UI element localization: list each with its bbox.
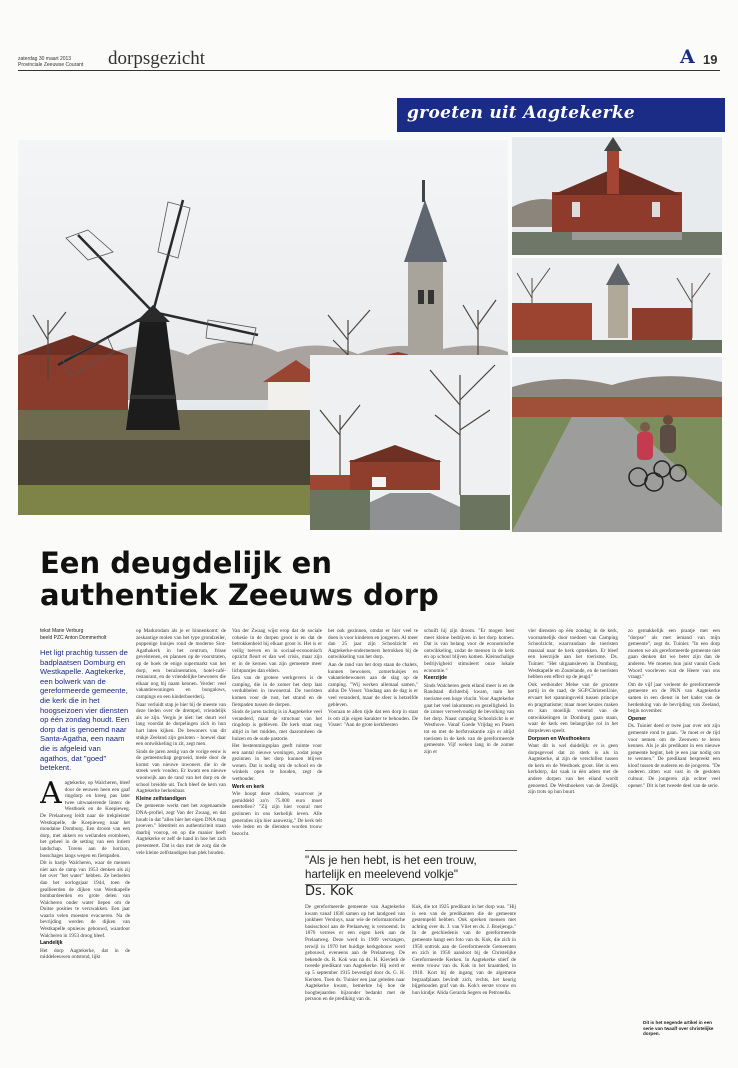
paragraph: Het bestemmingsplan geeft ruimte voor een aantal nieuwe woningen, zodat jonge gezinnen in het dorp kunnen blijven wonen. Dat is nodig om de school en de winkels open te houden, zegt de wethouder.	[232, 743, 322, 783]
paragraph: Een van de grotere werkgevers is de camping, die in de zomer het dorp laat verdubbelen in inwonertal. De toeristen komen voor de rust, het strand en de fietspaden tussen de dorpen.	[232, 675, 322, 708]
paragraph: Naar verluidt stap je hier bij de meeste van deze lieden over de drempel, vriendelijk als ze zijn. Vergis je niet: het duurt wel lang voordat de dorpelingen zich in hun hart laten kijken. De bewoners van dit stukje Zeeland zijn gesloten – hoewel daar een ontwikkeling in zit, zegt men.	[136, 701, 226, 748]
paragraph: Want dit is wel duidelijk: er is geen dorpsgevoel dat zo sterk is als in Aagtekerke, al zijn de verschillen tussen de kern en de Westhoek groot. Het is een kerkdorp, dat vaak in één adem met de andere dorpen van het eiland wordt genoemd. De Westhoekers van de Zeedijk zijn trots op hun buurt.	[528, 743, 618, 796]
byline-text: tekst Marie Verburg	[40, 628, 84, 634]
header-divider	[18, 70, 720, 71]
article-headline	[40, 547, 600, 611]
paragraph: het ook gezinnen, omdat er hier veel te doen is voor kinderen en jongeren. Al meer dan 25 jaar zijn Schoolzicht en Aagtekerke-ondernemers betrokken bij de ontwikkeling van het dorp.	[328, 628, 418, 661]
newspaper-logo-icon: A	[680, 46, 695, 68]
subheading: Opener	[628, 715, 647, 722]
subheading: Keerzijde	[424, 675, 448, 682]
headline-line-1: Een deugdelijk en	[40, 546, 332, 580]
paragraph: Om de vijf jaar verleent de gereformeerde gemeente en de PKN van Aagtekerke samen in een dienst in het kader van de herdenking van de bevrijding van Zeeland, begin november.	[628, 681, 720, 715]
headline-line-2: authentiek Zeeuws dorp	[40, 578, 439, 612]
paragraph: zo gemakkelijk een praatje met een "dorpse" als met iemand van mijn gemeente", zegt ds. Tuinier. "In een dorp moeten we als gereformeerde gemeente niet gaan denken dat we beter zijn dan de anderen. We moeten hun juist vanuit Gods Woord voorleven wat de Heere van ons vraagt."	[628, 628, 720, 681]
column-6	[528, 628, 618, 1023]
edition-date	[18, 56, 108, 68]
paragraph: Dit is hartje Walcheren, waar de mensen niet aan de ramp van 1953 denken als zij het over "het water" hebben. Ze bedoelen dan het oorlogsjaar 1944, toen de geallieerden de dijken van Westkapelle bombardeerden en grote delen van Walcheren onder water liepen om de Duitse posities te verzwakken. Een jaar waarin velen moesten evacueren. Na de bevrijding werden de dijken van Westkapelle opnieuw gebouwd, waardoor Walcheren in 1953 droog bleef.	[40, 860, 130, 939]
column-2	[136, 628, 226, 1023]
paragraph: Ds. Tuinier deed er twee jaar over om zijn gemeente rond te gaan. "Je moet er de tijd voor nemen om de Zeeuwen te leren kennen. Als je als predikant in een nieuwe gemeente begint, heb je een jaar nodig om te wennen." De predikant bespreekt een kloof tussen de ouderen en de jongeren. "De ouderen zitten wat vast in de gesloten cultuur. De jongeren zijn echter veel opener." Dit is het tweede deel van de serie.	[628, 723, 720, 789]
paragraph: Sinds de jaren tachtig is in Aagtekerke veel veranderd, maar de structuur van het ringdorp is gebleven. De kerk staat nog altijd in het midden, met daaromheen de huizen en de oude pastorie.	[232, 709, 322, 742]
series-footnote: Dit is het negende artikel in een serie van twaalf over christelijke dorpen.	[643, 1020, 714, 1037]
newspaper-name: Provinciale Zeeuwse Courant	[18, 62, 84, 68]
series-banner	[397, 98, 725, 132]
date-line: zaterdag 30 maart 2013	[18, 56, 72, 62]
paragraph: Sinds de jaren zestig van de vorige eeuw is de gemeenschap gegroeid, mede door de komst van nieuwe inwoners die in de streek werk vonden. Er kwam een nieuwe woonwijk aan de rand van het dorp en de school breidde uit. Toch bleef de kern van Aagtekerke herkenbaar.	[136, 748, 226, 795]
paragraph: Vooraan te allen tijde dat een dorp in staat is om zijn eigen karakter te behouden. De Visser: "Aan de grote kerkfeesten	[328, 709, 418, 729]
paragraph: vier diensten op één zondag in de kerk, voornamelijk door toedoen van Camping Schoolzicht, waarvandaan de toeristen massaal naar de kerk optrekken. Er bleef een keerzijde aan het toerisme. Ds. Tuinier: "Het uitgaansleven in Domburg, Westkapelle en Zoutelande, en de toeristen hebben een effect op de jeugd."	[528, 628, 618, 681]
section-title: dorpsgezicht	[108, 48, 206, 69]
dropcap-letter: A	[40, 780, 62, 811]
subheading: Dorpsen en Westhoekers	[528, 735, 591, 742]
paragraph: agtekerke, op Walcheren, bleef door de eeuwen heen een gaaf ringdorp en kreeg pas later twee uitwaaierende linten: de Westhoek en de Koepieweg. De Prelaatweg leidt naar de trekpleister Westkapelle, de Koepieweg naar het mondaine Domburg. Een droom van een dorp, met akkers en weilanden eromheen, het geheel in de setting van een intiem landschap. Torens aan de horizon, bosschages langs wegen en fietspaden.	[40, 780, 130, 859]
paragraph: Wie hoopt deze chalets, waarvoor je gemiddeld zo'n 75.000 euro moet neertellen? "Zij zijn hier vooral met gezinnen in ons kerkelijk leven. Alle generaties zijn hier aanwezig." De kerk telt vele leden en de diensten worden trouw bezocht.	[232, 791, 322, 837]
street-photo	[310, 355, 510, 530]
subheading: Landelijk	[40, 940, 63, 947]
sidebar-heading: Ds. Kok	[305, 884, 354, 899]
byline	[40, 628, 130, 641]
cyclists-photo	[512, 357, 722, 532]
paragraph: De gemeente werkt met het zogenaamde DNA-profiel, zegt Van der Zwaag, en dat houdt in dat "alles hier het eigen DNA mag proeven." Identiteit en authenticiteit staan daarbij voorop, en op die manier heeft Aagtekerke er zelf de hand in hoe het zich presenteert. Dat is dan met de zorg dat de vele kleine zelfstandigen hun plek houden.	[136, 803, 226, 856]
paragraph: Van der Zwaag wijst erop dat de sociale cohesie in de dorpen groot is en dat de betrokkenheid bij elkaar groot is. Het is er veilig toeven en in sociaal-economisch opzicht fleurt er dan wel crisis, maar zijn er in de kernen van zijn gemeente meer lichtpuntjes dan elders.	[232, 628, 322, 674]
paragraph: Aan de rand van het dorp staan de chalets, kunnen bewoners, zomerhuisjes en vakantiebewoners aan de slag op de camping. "Wij werken allemaal samen," aldus De Visser. Vandaag aan de dag is er veel veranderd, maar de sfeer is hetzelfde gebleven.	[328, 661, 418, 708]
pull-quote: "Als je hen hebt, is het een trouw, hartelijk en meelevend volkje"	[305, 854, 477, 881]
page-number: 19	[703, 52, 718, 67]
paragraph: op Madurodam als je er binnenkomt: de zeskantige molen van het type grondzeiler, poppenige huisjes rond de moderne Sint-Agathakerk in het centrum, frisse gevelstenen, en plannen op de voorstraten, op de hoek de enige supermarkt van het dorp, een benzinestation, hotel-café-restaurant, en de vriendelijke bewoners die elkaar nog bij naam kennen. Verder: veel vakantiewoningen en bungalows, campings en een kinderboerderij.	[136, 628, 226, 700]
subheading: Kleine zelfstandigen	[136, 795, 187, 802]
paragraph: Sinds Walcheren geen eiland meer is en de Randstad dichterbij kwam, nam het toerisme een hoge vlucht. Voor Aagtekerke gaat het veel inkomsten en gezelligheid. In de zomer verveelvoudigt de bevolking van het dorp. Naast camping Schoolzicht is er Westhove. Vanaf Goede Vrijdag en Pasen tot en met de herfstvakantie zijn er altijd toeristen in de kerk van de gereformeerde gemeente. Vijf weken lang in de zomer zijn er	[424, 682, 514, 755]
quote-rule-top	[305, 850, 517, 851]
paragraph: Het dorp Aagtekerke, dat in de middeleeuwen ontstond, lijkt	[40, 947, 130, 961]
column-1	[40, 780, 130, 1025]
sidebar-column-1: De gereformeerde gemeente van Aagtekerke kwam vanaf 1838 samen op het landgoed van jonkheer Versluys, naar wie de reformatorische basisschool aan de Prelaatweg is vernoemd. In 1876 verrees er een eigen kerk aan de Prelaatweg. Deze werd in 1909 vervangen, terwijl in 1970 het huidige kerkgebouw werd gebouwd, eveneens aan de Prelaatweg. De bekende ds. R. Kok was na ds. H. Kievieth de tweede predikant van Aagtekerke. Hij werd er op 5 september 1915 bevestigd door ds. G. H. Kersten. Toen ds. Tuinier een jaar geleden naar Aagtekerke kwam, bemerkte hij hoe de hoogbejaarden bijzonder bedankt met de persoon en de prediking van ds.	[305, 904, 405, 1003]
column-4	[328, 628, 418, 846]
church-photo	[512, 137, 722, 255]
column-7	[628, 628, 720, 1016]
paragraph: schuift hij zijn droom. "Er mogen best meer kleine bedrijven in het dorp komen. Dat is van belang voor de economische ontwikkeling, zodat de mensen in de kerk en op school blijven komen. Kleinschalige bedrijvigheid stimuleert onze lokale economie."	[424, 628, 514, 674]
banner-text: groeten uit Aagtekerke	[407, 103, 636, 123]
tower-photo	[512, 258, 722, 353]
column-5	[424, 628, 514, 846]
subheading: Werk en kerk	[232, 783, 265, 790]
byline-photo: beeld PZC Anton Dommerholt	[40, 634, 107, 641]
article-intro: Het ligt prachtig tussen de badplaatsen Domburg en Westkapelle. Aagtekerke, een bolwerk van de gereformeerde gemeente, die kerk die in het hoogseizoen vier diensten op één zondag houdt. Een dorp dat is genoemd naar Santa-Agatha, een naam die is afgeleid van agathos, dat "goed" betekent.	[40, 648, 130, 773]
sidebar-column-2: Kok, die tot 1925 predikant in het dorp was. "Hij is een van de predikanten die de gemeente gestempeld hebben. Ook spreken mensen met achting over ds. J. van Vliet en ds. J. Boeijenga." In de geschiedenis van de gereformeerde gemeente hangt een foto van ds. Kok, die zich in 1950 onttrok aan de Gereformeerde Gemeenten en zich in 1956 aansloot bij de Christelijke Gereformeerde Kerken. In Aagtekerke stierf de eerste vrouw van ds. Kok in het kraambed, in 1918. Kort bij de ingang van de algemene begraafplaats bevindt zich, rechts, het keurig bijgehouden graf van ds. Kok's eerste vrouw en hun kindje: Alida Gerarda Segers en Petronella.	[412, 904, 516, 996]
paragraph: Ook wethouder Melse van de grootste partij in de raad, de SGP/ChristenUnie, ervaart het spanningsveld tussen principe en pragmatisme; maar moet keuzes maken en kan moeilijk vreemd van de ontwikkelingen in Domburg gaan staan, waar de kerk een belangrijke rol in het dorpsleven speelt.	[528, 681, 618, 734]
